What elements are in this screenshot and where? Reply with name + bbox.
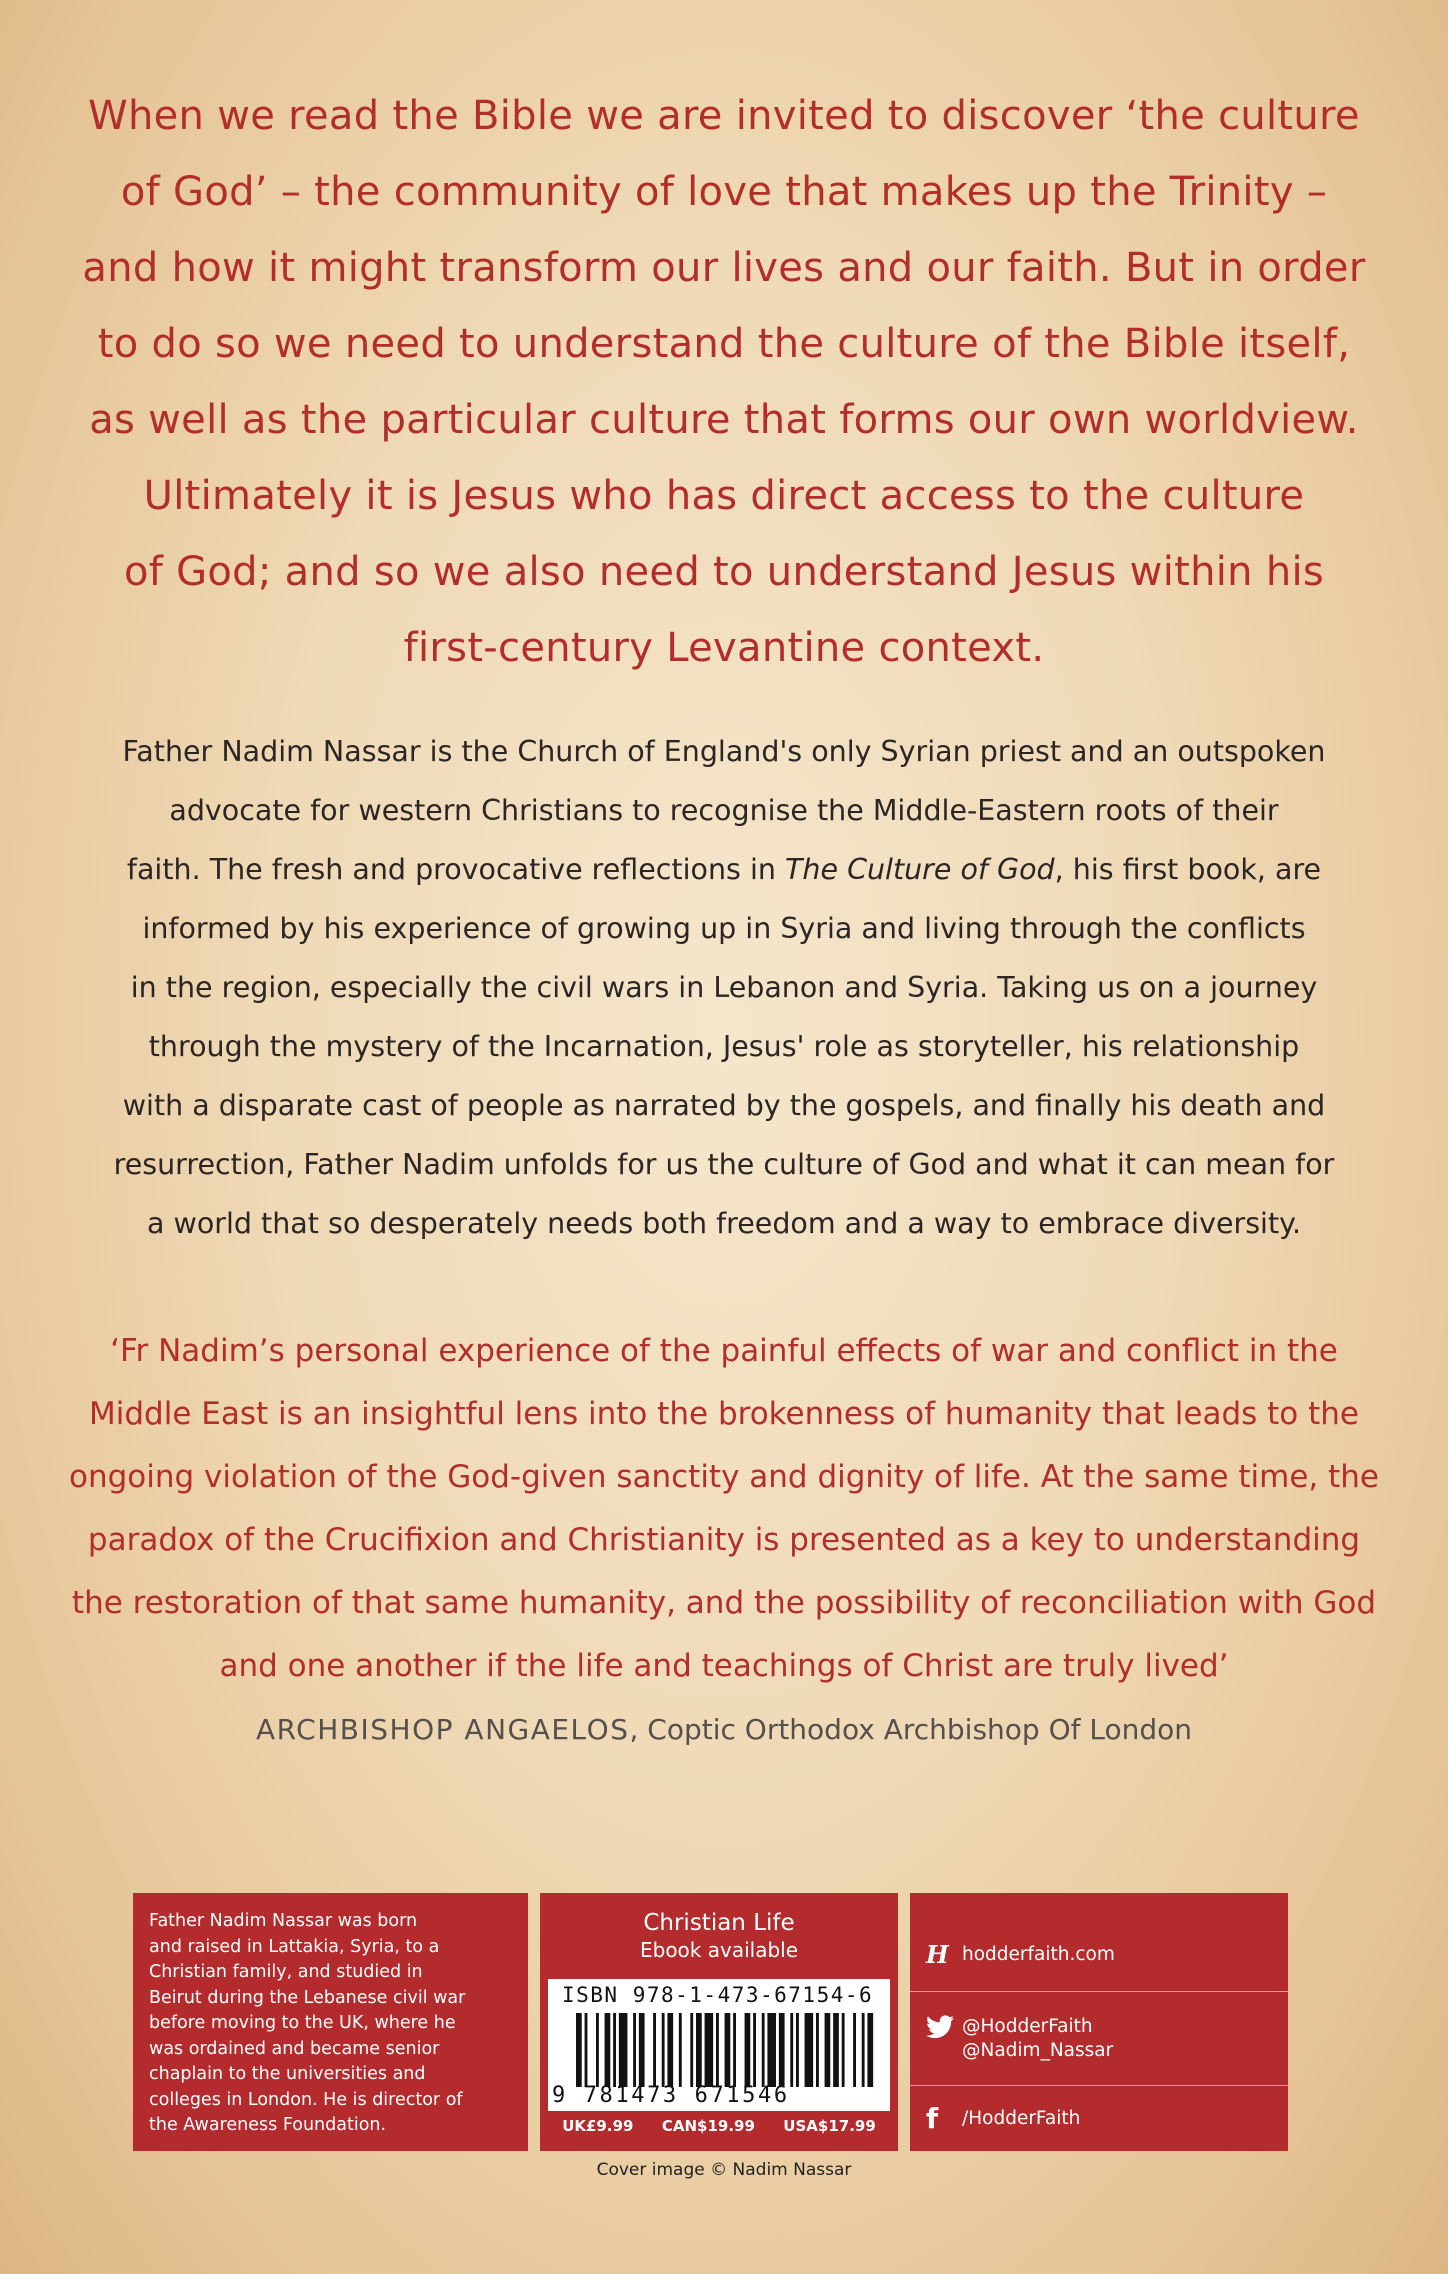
barcode-box [548,1979,890,2111]
barcode-bar [753,2013,756,2087]
website-link[interactable]: hodderfaith.com [962,1944,1115,1965]
divider [910,2085,1288,2086]
desc-line: a world that so desperately needs both freedom and a way to embrace diversity. [147,1207,1301,1240]
desc-text: faith. The fresh and provocative reflections in [126,853,785,886]
desc-line: through the mystery of the Incarnation, Jesus' role as storyteller, his relationship [148,1030,1300,1063]
desc-text: , his first book, are [1054,853,1322,886]
barcode-bar [762,2013,765,2087]
desc-line: resurrection, Father Nadim unfolds for us the culture of God and what it can mean for [113,1148,1335,1181]
review-quote [50,1320,1398,1698]
bio-line: and raised in Lattakia, Syria, to a [149,1936,440,1957]
blurb-line: of God; and so we also need to understand Jesus within his [123,549,1325,595]
bio-line: Christian family, and studied in [149,1962,423,1982]
price-usa-value: $17.99 [817,2117,876,2135]
facebook-row[interactable] [926,2102,1081,2135]
barcode-bar [705,2013,714,2087]
review-line: and one another if the life and teachings of Christ are truly lived’ [219,1648,1229,1684]
twitter-bird-icon [926,2015,954,2039]
barcode-bar [796,2013,799,2087]
book-description [60,722,1388,1253]
social-panel [910,1893,1288,2151]
isbn-text: ISBN 978-1-473-67154-6 [562,1983,874,2007]
bio-line: before moving to the UK, where he [149,2013,456,2033]
bio-line: chaplain to the universities and [149,2064,426,2084]
desc-line: in the region, especially the civil wars in Lebanon and Syria. Taking us on a journey [130,971,1318,1004]
barcode-bar [679,2013,682,2087]
barcode-bar [639,2013,645,2087]
twitter-row[interactable] [926,2015,1113,2063]
blurb-line: Ultimately it is Jesus who has direct access to the culture [143,473,1305,519]
review-line: ongoing violation of the God-given sanctity and dignity of life. At the same time, the [68,1459,1379,1495]
desc-line: Father Nadim Nassar is the Church of England's only Syrian priest and an outspoken [122,735,1326,768]
desc-line [60,840,1388,899]
barcode-bar [585,2013,588,2087]
twitter-handles [962,2015,1113,2063]
facebook-f-icon: f [926,2102,939,2135]
barcode-bar [667,2013,673,2087]
reviewer-title: , Coptic Orthodox Archbishop Of London [629,1713,1193,1746]
blurb-quote [60,78,1388,686]
bio-line: Beirut during the Lebanese civil war [149,1987,466,2008]
barcode-bar [633,2013,636,2087]
review-attribution [60,1710,1388,1750]
barcode-bar [805,2013,814,2087]
barcode-bar [596,2013,599,2087]
blurb-line: first-century Levantine context. [403,625,1045,671]
barcode-bar [696,2013,702,2087]
website-row[interactable] [926,1940,1115,1969]
twitter-link[interactable]: @Nadim_Nassar [962,2040,1114,2061]
blurb-line: to do so we need to understand the culture of the Bible itself, [97,321,1351,367]
price-usa-label: USA [783,2117,818,2135]
review-line: the restoration of that same humanity, and the possibility of reconciliation with God [71,1585,1377,1621]
price-uk-value: £9.99 [586,2117,634,2135]
category-label: Christian Life [643,1910,795,1936]
price-can-value: $19.99 [697,2117,755,2135]
barcode-bar [853,2013,856,2087]
bio-line: colleges in London. He is director of [149,2089,463,2110]
barcode-bar [690,2013,693,2087]
book-title-italic: The Culture of God [785,853,1055,886]
barcode-bar [619,2013,628,2087]
barcode-bar [767,2013,776,2087]
blurb-line: as well as the particular culture that forms our own worldview. [89,397,1359,443]
desc-line: with a disparate cast of people as narrated by the gospels, and finally his death and [122,1089,1326,1122]
review-line: ‘Fr Nadim’s personal experience of the painful effects of war and conflict in the [110,1333,1338,1369]
facebook-link[interactable]: /HodderFaith [962,2108,1081,2129]
hodder-logo-icon: H [926,1940,949,1969]
price-can-label: CAN [661,2117,698,2135]
barcode-bar [716,2013,719,2087]
price-can [662,2117,755,2135]
reviewer-name: ARCHBISHOP ANGAELOS [255,1713,630,1746]
price-uk [562,2117,633,2135]
divider [910,1991,1288,1992]
price-list [548,2117,890,2135]
barcode-bar [779,2013,785,2087]
cover-credit: Cover image © Nadim Nassar [596,2160,852,2180]
barcode-bar [653,2013,656,2087]
desc-line: advocate for western Christians to recognise the Middle-Eastern roots of their [169,794,1279,827]
desc-line: informed by his experience of growing up in Syria and living through the conflicts [142,912,1306,945]
barcode-bar [725,2013,731,2087]
barcode-bar [816,2013,819,2087]
barcode-bar [662,2013,665,2087]
author-bio-panel [133,1893,528,2151]
barcode-bar [605,2013,611,2087]
blurb-line: When we read the Bible we are invited to discover ‘the culture [88,93,1360,139]
bio-line: was ordained and became senior [149,2038,440,2059]
barcode-bar [825,2013,831,2087]
barcode-panel [540,1893,898,2151]
blurb-line: and how it might transform our lives and our faith. But in order [82,245,1366,291]
barcode-bar [745,2013,751,2087]
bio-line: the Awareness Foundation. [149,2115,387,2135]
barcode-bar [733,2013,736,2087]
price-usa [783,2117,875,2135]
bio-line: Father Nadim Nassar was born [149,1911,418,1931]
ebook-label: Ebook available [639,1938,799,1962]
barcode-bar [842,2013,845,2087]
barcode-bar [862,2013,865,2087]
barcode-bar [576,2013,582,2087]
barcode-bar [613,2013,616,2087]
review-line: paradox of the Crucifixion and Christianity is presented as a key to understanding [87,1522,1361,1558]
blurb-line: of God’ – the community of love that makes up the Trinity – [120,169,1328,215]
review-line: Middle East is an insightful lens into the brokenness of humanity that leads to the [89,1396,1359,1432]
barcode-bar [833,2013,839,2087]
barcode-bar [867,2013,873,2087]
barcode-bar [790,2013,793,2087]
barcode-digits: 9 781473 671546 [552,2083,790,2108]
price-uk-label: UK [562,2117,586,2135]
barcode-icon [576,2013,876,2087]
twitter-link[interactable]: @HodderFaith [962,2016,1093,2037]
